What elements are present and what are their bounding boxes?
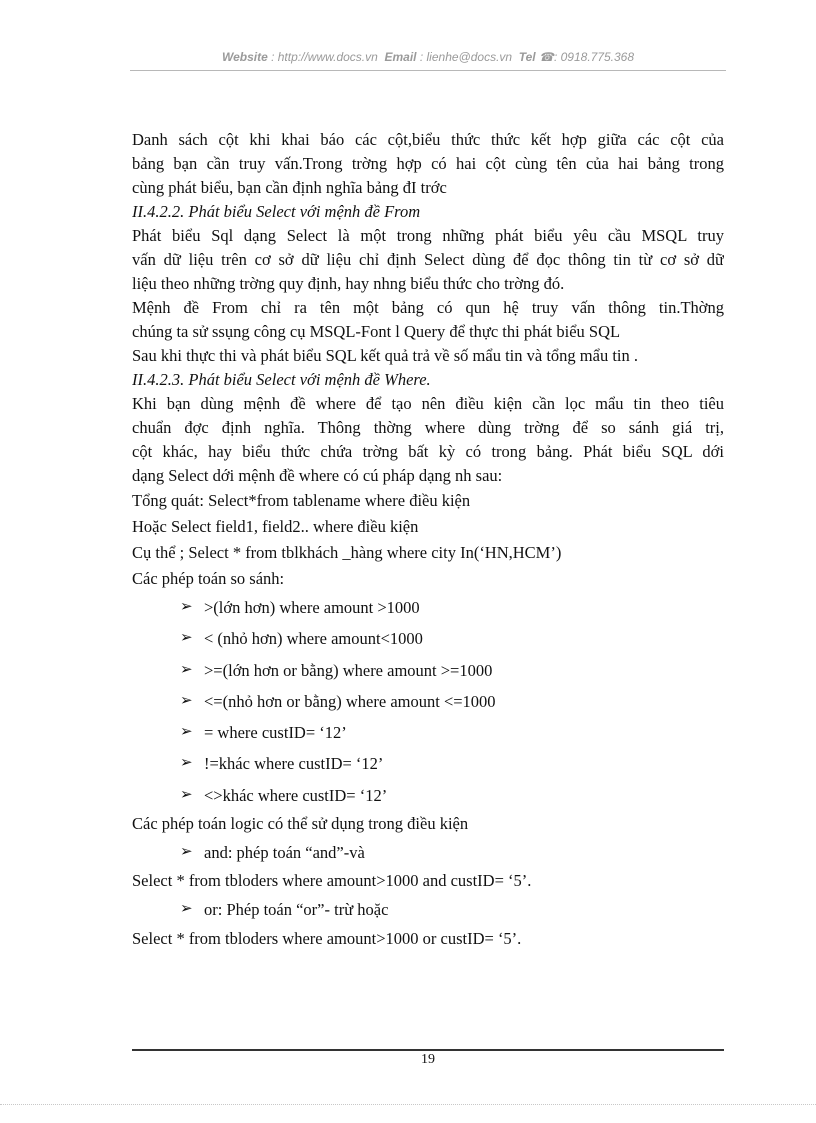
arrow-bullet-icon: ➢ (180, 661, 193, 678)
comparison-op-item (132, 623, 724, 654)
arrow-bullet-icon: ➢ (180, 786, 193, 803)
comparison-op-item (132, 686, 724, 717)
comparison-op-text: !=khác where custID= ‘12’ (204, 754, 384, 774)
comparison-op-item (132, 655, 724, 686)
paragraph-line: Danh sách cột khi khai báo các cột,biểu thức thức kết hợp giữa các cột của (132, 130, 724, 149)
paragraph-line: Mệnh đề From chỉ ra tên một bảng có qun hệ truy vấn thông tin.Thờng (132, 298, 724, 317)
arrow-bullet-icon: ➢ (180, 692, 193, 709)
arrow-bullet-icon: ➢ (180, 630, 193, 647)
example-query: Select * from tbloders where amount>1000 or custID= ‘5’. (132, 928, 522, 948)
comparison-op-item (132, 592, 724, 623)
page-number: 19 (421, 1052, 435, 1067)
paragraph-line: vấn dữ liệu trên cơ sở dữ liệu chỉ định Select dùng để đọc thông tin từ cơ sở dữ (132, 250, 724, 269)
tel-value: : 0918.775.368 (553, 50, 635, 64)
arrow-bullet-icon: ➢ (180, 755, 193, 772)
comparison-op-item (132, 780, 724, 811)
logic-op-item (132, 894, 724, 925)
page-bottom-border (0, 1104, 816, 1105)
paragraph-line: Khi bạn dùng mệnh đề where để tạo nên điều kiện cần lọc mẩu tin theo tiêu (132, 394, 724, 413)
comparison-op-text: < (nhỏ hơn) where amount<1000 (204, 629, 423, 649)
email-label: Email (384, 50, 417, 64)
logic-op-text: or: Phép toán “or”- trừ hoặc (204, 900, 389, 920)
syntax-line: Tổng quát: Select*from tablename where điều kiện (132, 491, 471, 510)
syntax-line: Cụ thể ; Select * from tblkhách _hàng where city In(‘HN,HCM’) (132, 543, 562, 562)
comparison-op-item (132, 748, 724, 779)
comparison-op-text: >(lớn hơn) where amount >1000 (204, 598, 420, 617)
arrow-bullet-icon: ➢ (180, 844, 193, 861)
paragraph-line: dạng Select dới mệnh đề where có cú pháp dạng nh sau: (132, 466, 503, 485)
phone-icon: ☎ (539, 50, 554, 64)
comparison-op-text: <=(nhỏ hơn or bằng) where amount <=1000 (204, 691, 496, 711)
syntax-line: Hoặc Select field1, field2.. where điều kiện (132, 517, 419, 536)
paragraph-line: bảng bạn cần truy vấn.Trong trờng hợp có hai cột cùng tên của hai bảng trong (132, 154, 724, 173)
section-heading: II.4.2.3. Phát biểu Select với mệnh đề Where. (132, 370, 431, 389)
logic-intro: Các phép toán logic có thể sử dụng trong điều kiện (132, 814, 469, 834)
website-value: : http://www.docs.vn (271, 50, 378, 64)
email-value: : lienhe@docs.vn (419, 50, 513, 64)
comparison-op-item (132, 717, 724, 748)
section-heading: II.4.2.2. Phát biểu Select với mệnh đề From (132, 202, 421, 221)
document-body (132, 128, 724, 952)
page-header (130, 50, 726, 64)
logic-op-text: and: phép toán “and”-và (204, 843, 365, 863)
footer-divider (132, 1049, 724, 1051)
header-divider (130, 70, 726, 71)
website-label: Website (221, 50, 268, 64)
comparison-op-text: >=(lớn hơn or bằng) where amount >=1000 (204, 660, 493, 680)
logic-op-item (132, 837, 724, 868)
paragraph-line: cột khác, hay biểu thức chứa trờng bất kỳ có trong bảng. Phát biểu SQL dới (132, 442, 724, 461)
arrow-bullet-icon: ➢ (180, 599, 193, 615)
tel-label: Tel (518, 50, 536, 64)
paragraph-line: Phát biểu Sql dạng Select là một trong những phát biểu yêu cầu MSQL truy (132, 226, 724, 245)
paragraph-line: cùng phát biểu, bạn cần định nghĩa bảng đI trớc (132, 178, 447, 197)
comparison-op-text: <>khác where custID= ‘12’ (204, 785, 388, 805)
arrow-bullet-icon: ➢ (180, 724, 193, 741)
paragraph-line: chuẩn đợc định nghĩa. Thông thờng where dùng trờng để so sánh giá trị, (132, 418, 724, 437)
example-query: Select * from tbloders where amount>1000 and custID= ‘5’. (132, 871, 532, 891)
syntax-line: Các phép toán so sánh: (132, 569, 285, 588)
paragraph-line: Sau khi thực thi và phát biểu SQL kết quả trả về số mẩu tin và tổng mẩu tin . (132, 346, 638, 365)
paragraph-line: liệu theo những trờng quy định, hay nhng biểu thức cho trờng đó. (132, 274, 565, 293)
arrow-bullet-icon: ➢ (180, 901, 193, 918)
paragraph-line: chúng ta sử ssụng công cụ MSQL-Font l Query để thực thi phát biểu SQL (132, 322, 621, 341)
comparison-op-text: = where custID= ‘12’ (204, 723, 347, 743)
